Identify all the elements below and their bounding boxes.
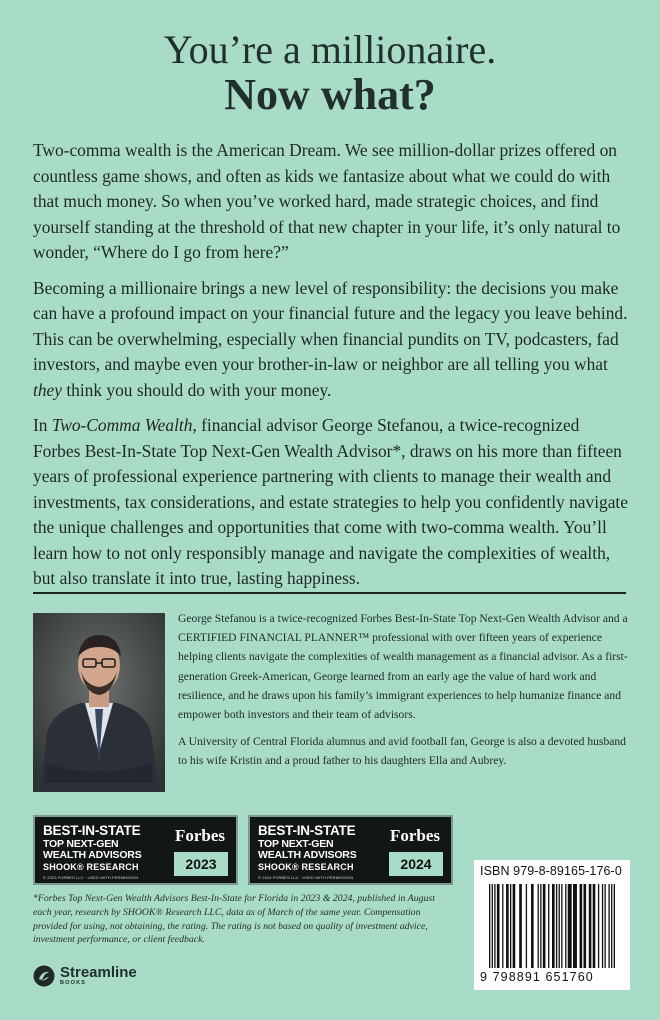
- forbes-badge-2023: [33, 815, 238, 885]
- barcode-bar: [506, 884, 509, 968]
- barcode-digits: 9 798891 651760: [480, 970, 594, 984]
- barcode-bar: [589, 884, 592, 968]
- barcode-bar: [489, 884, 490, 968]
- barcode-bar: [605, 884, 606, 968]
- barcode-bar: [526, 884, 527, 968]
- barcode-bar: [561, 884, 562, 968]
- description-body: [33, 138, 629, 602]
- barcode-bar: [543, 884, 546, 968]
- barcode-bar: [580, 884, 583, 968]
- barcode-bar: [548, 884, 549, 968]
- bio-paragraph: A University of Central Florida alumnus and avid football fan, George is also a devoted husband to his wife Kristin and a proud father to his daughters Ella and Aubrey.: [178, 735, 626, 768]
- badge-year: 2024: [389, 852, 443, 876]
- badge-subtitle: TOP NEXT-GEN WEALTH ADVISORS: [258, 838, 357, 861]
- headline: [0, 28, 660, 119]
- isbn-barcode: [474, 860, 630, 990]
- streamline-icon: [33, 965, 55, 987]
- barcode-bar: [602, 884, 603, 968]
- barcode-bar: [556, 884, 557, 968]
- forbes-logo: Forbes: [175, 826, 226, 845]
- barcode-bar: [598, 884, 599, 968]
- shook-research-label: SHOOK® RESEARCH: [258, 862, 354, 872]
- barcode-bar: [614, 884, 615, 968]
- headline-line-2: Now what?: [224, 70, 436, 120]
- body-paragraph: Two-comma wealth is the American Dream. We see million-dollar prizes offered on countless game shows, and often as kids we fantasize about what we could do with that much money. So when you’ve worked hard, made strategic choices, and find yourself standing at the threshold of that new chapter in your life, it’s only natural to wonder, “Where do I go from here?”: [33, 140, 621, 262]
- forbes-footnote: *Forbes Top Next-Gen Wealth Advisors Best-In-State for Florida in 2023 & 2024, published in August each year, research by SHOOK® Research LLC, data as of March of the same year. Compensation provided for using, not obtaining, the rating. The rating is not based on quality of investment advice, investment performance, or client feedback.: [33, 893, 435, 946]
- badge-fine-print: © 2024 FORBES LLC · USED WITH PERMISSION: [258, 875, 354, 880]
- publisher-sub: BOOKS: [60, 980, 87, 987]
- barcode-bar: [608, 884, 609, 968]
- badge-title: BEST-IN-STATE: [258, 823, 356, 838]
- section-divider: [33, 592, 626, 594]
- barcode-bar: [502, 884, 503, 968]
- author-photo: [33, 613, 165, 792]
- barcode-bar: [573, 884, 577, 968]
- body-paragraph: Becoming a millionaire brings a new level of responsibility: the decisions you make can have a profound impact on your financial future and the legacy you leave behind. This can be overwhelming, especially when financial pundits on TV, podcasters, fad investors, and maybe even your brother-in-law or neighbor are all telling you what they think you should do with your money.: [33, 277, 628, 400]
- barcode-bar: [492, 884, 493, 968]
- bio-paragraph: George Stefanou is a twice-recognized Forbes Best-In-State Top Next-Gen Wealth Advisor and a CERTIFIED FINANCIAL PLANNER™ professional with over fifteen years of experience helping clients navigate the complexities of wealth management as a financial advisor. As a first-generation Greek-American, George learned from an early age the value of hard work and resilience, and he draws upon his family’s immigrant experiences to help humanize finance and empower both investors and their team of advisors.: [178, 612, 628, 722]
- barcode-bar: [559, 884, 560, 968]
- barcode-bar: [540, 884, 541, 968]
- barcode-bar: [494, 884, 495, 968]
- barcode-bar: [584, 884, 587, 968]
- badge-year: 2023: [174, 852, 228, 876]
- barcode-bar: [531, 884, 534, 968]
- barcode-bar: [510, 884, 511, 968]
- forbes-logo: Forbes: [390, 826, 441, 845]
- badge-fine-print: © 2023 FORBES LLC · USED WITH PERMISSION: [43, 875, 139, 880]
- barcode-bar: [497, 884, 500, 968]
- barcode-bars: [488, 884, 616, 970]
- badge-title: BEST-IN-STATE: [43, 823, 141, 838]
- barcode-bar: [568, 884, 572, 968]
- publisher-logo: [33, 963, 137, 989]
- headline-line-1: You’re a millionaire.: [163, 27, 497, 72]
- badge-subtitle: TOP NEXT-GEN WEALTH ADVISORS: [43, 838, 142, 861]
- forbes-badge-2024: [248, 815, 453, 885]
- isbn-label: ISBN 979-8-89165-176-0: [480, 864, 622, 878]
- body-paragraph: In Two-Comma Wealth, financial advisor George Stefanou, a twice-recognized Forbes Best-In-State Top Next-Gen Wealth Advisor*, draws on his more than fifteen years of professional experience partnering with clients to manage their wealth and investments, tax considerations, and estate strategies to help you confidently navigate the unique challenges and opportunities that come with two-comma wealth. You’ll learn how to not only responsibly manage and navigate the complexities of wealth, but also translate it into true, lasting happiness.: [33, 415, 628, 588]
- author-bio: [178, 609, 630, 779]
- barcode-bar: [611, 884, 612, 968]
- shook-research-label: SHOOK® RESEARCH: [43, 862, 139, 872]
- barcode-bar: [552, 884, 555, 968]
- barcode-bar: [538, 884, 539, 968]
- barcode-bar: [593, 884, 596, 968]
- barcode-bar: [513, 884, 516, 968]
- publisher-name: Streamline: [60, 964, 137, 982]
- barcode-bar: [565, 884, 566, 968]
- barcode-bar: [519, 884, 522, 968]
